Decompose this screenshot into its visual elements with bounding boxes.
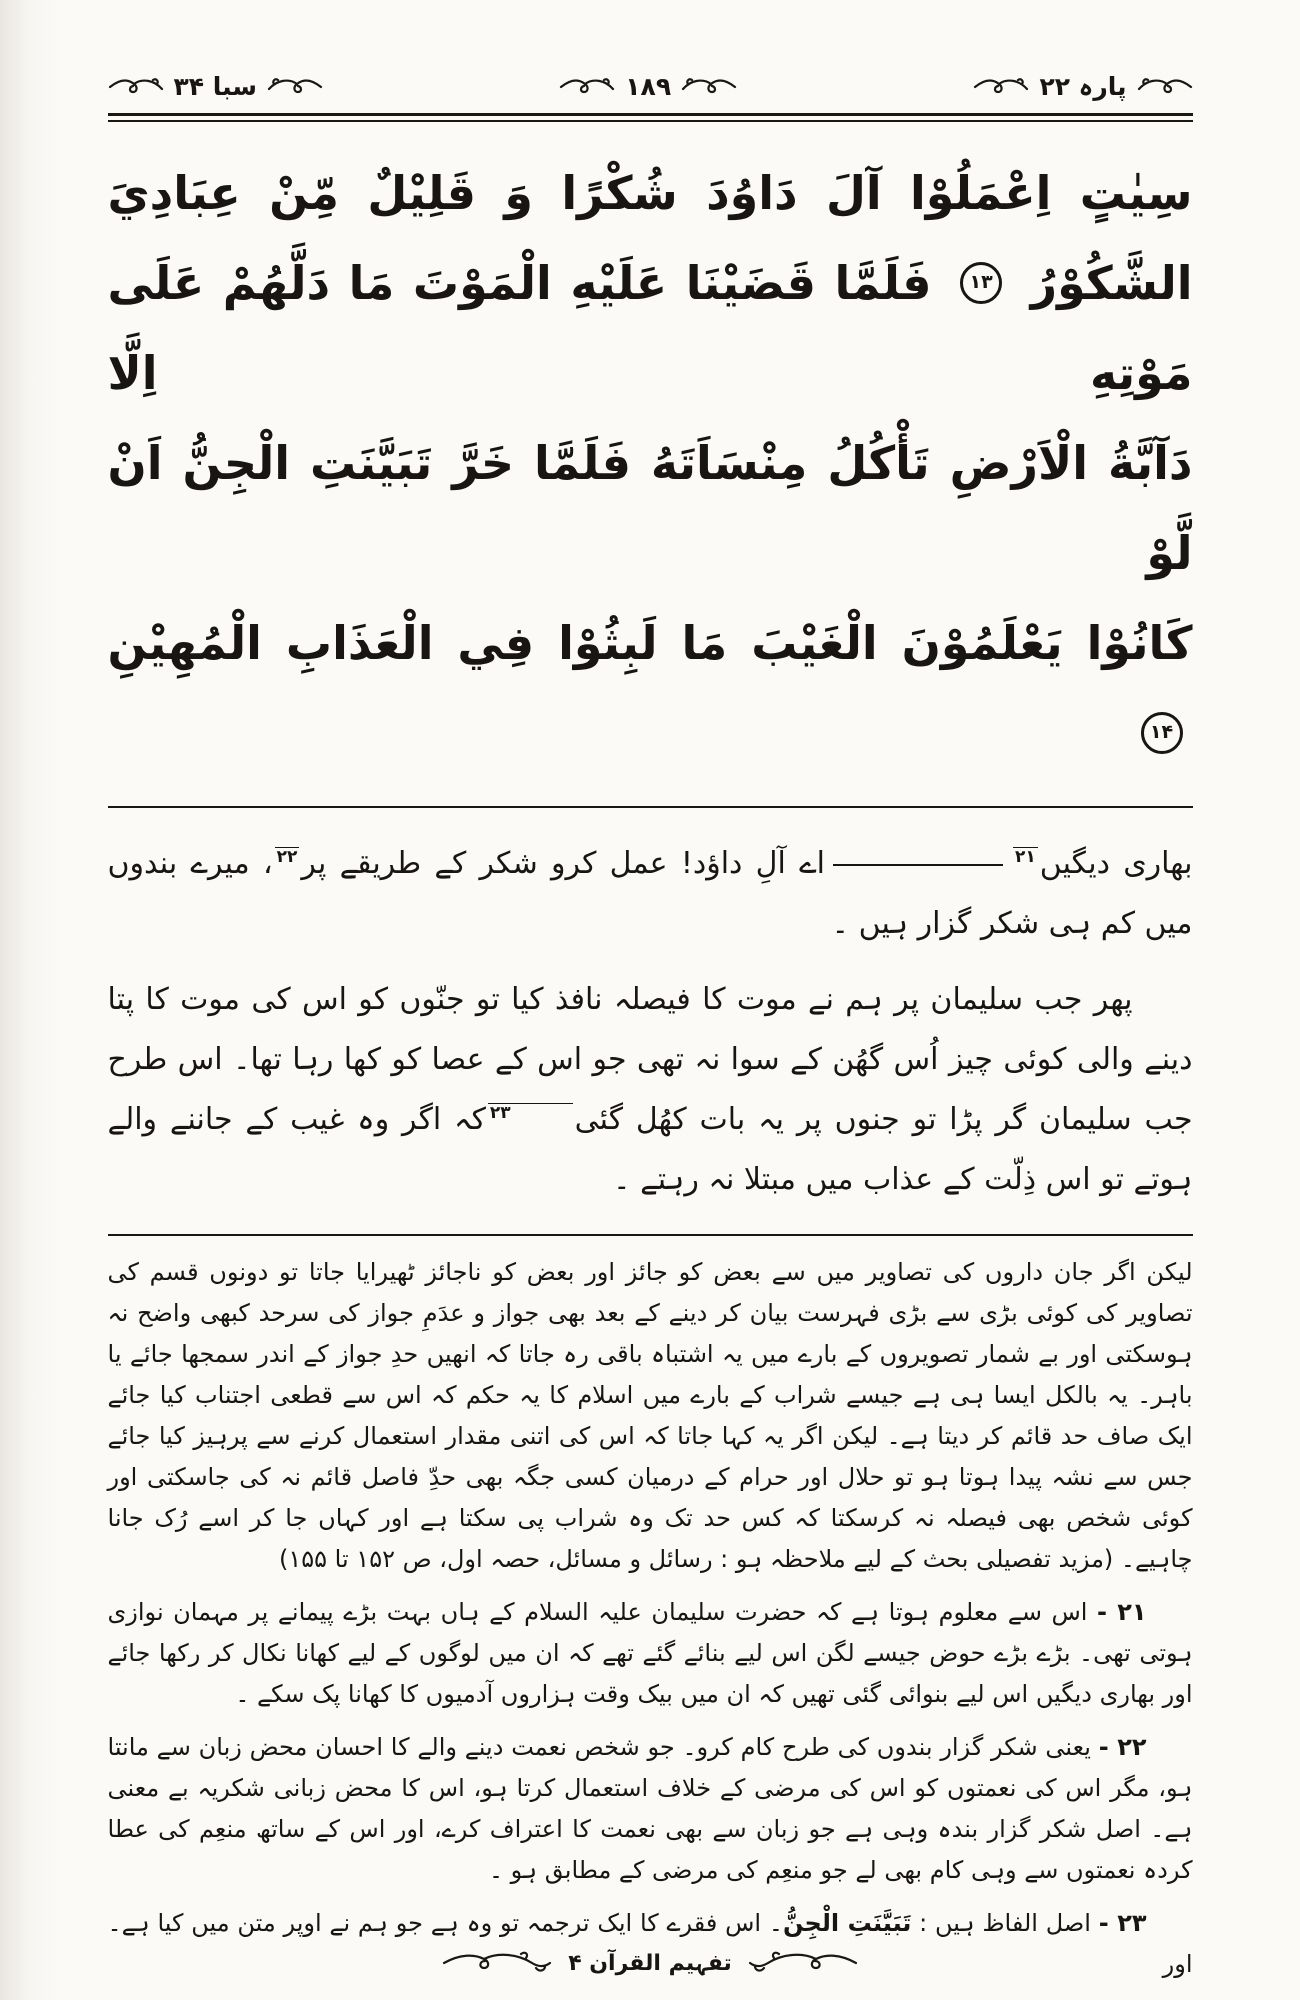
quran-line-text: كَانُوْا يَعْلَمُوْنَ الْغَيْبَ مَا لَبِثُوْا فِي الْعَذَابِ الْمُهِيْنِ [107, 616, 1193, 670]
header-flourish-icon [108, 75, 164, 99]
header-flourish-icon [559, 75, 615, 99]
section-divider [108, 806, 1193, 808]
footnote-text: ۔ اس فقرے کا ایک ترجمہ تو وہ ہے جو ہم نے اوپر متن میں کیا ہے۔ اور [107, 1909, 1193, 1978]
book-title: تفہیم القرآن ۴ [568, 1950, 732, 1976]
footnote-text: یعنی شکر گزار بندوں کی طرح کام کرو۔ جو شخص نعمت دینے والے کا احسان محض زبان سے مانتا ہو، مگر اس کی نعمتوں کو اس کی مرضی کے خلاف استعمال کرتا ہو، اس کا محض زبانی شکریہ بے معنی ہے۔ اصل شکر گزار بندہ وہی ہے جو زبان سے بھی نعمت کا اعتراف کرے، اور اس کے ساتھ منعِم کی عطا کردہ نعمتوں سے وہی کام بھی لے جو منعِم کی مرضی کے مطابق ہو ۔ [107, 1733, 1193, 1884]
footnote-21 [108, 1592, 1193, 1715]
quran-line [108, 418, 1193, 598]
para-cartouche [973, 72, 1192, 101]
para-label: پارہ ۲۲ [1039, 72, 1127, 101]
footnote-22 [108, 1727, 1193, 1891]
page-number: ۱۸۹ [625, 72, 672, 101]
footnote-marker: ۲۳ [488, 1103, 573, 1122]
header-flourish-icon [681, 75, 737, 99]
translation-text: کہ اگر وہ غیب کے جاننے والے ہوتے تو اس ذِلّت کے عذاب میں مبتلا نہ رہتے ۔ [107, 1102, 1193, 1197]
translation-text: بھاری دیگیں [1039, 846, 1193, 881]
ayah-number-mark: ۱۴ [1141, 712, 1183, 754]
surah-label: سبا ۳۴ [173, 72, 257, 101]
footnote-arabic-phrase: تَبَيَّنَتِ الْجِنُّ [782, 1909, 912, 1937]
footnote-text: لیکن اگر جان داروں کی تصاویر میں سے بعض کو جائز اور بعض کو ناجائز ٹھیرایا جاتا تو دونوں قسم کی تصاویر کی کوئی بڑی سے بڑی فہرست بیان کر دینے کے بعد بھی جواز و عدَمِ جواز کی سرحد کبھی واضح نہ ہوسکتی اور بے شمار تصویروں کے بارے میں یہ اشتباہ باقی رہ جاتا کہ انھیں حدِ جواز کے اندر سمجھا جائے یا باہر۔ یہ بالکل ایسا ہی ہے جیسے شراب کے بارے میں اسلام کا یہ حکم کہ اس سے قطعی اجتناب کیا جائے ایک صاف حد قائم کر دیتا ہے۔ لیکن اگر یہ کہا جاتا کہ اس کی اتنی مقدار استعمال کرنے سے پرہیز کیا جائے جس سے نشہ پیدا ہوتا ہو تو حلال اور حرام کے درمیان کسی جگہ بھی حدِّ فاصل قائم نہ کی جاسکتی اور کوئی شخص بھی فیصلہ نہ کرسکتا کہ کس حد تک وہ شراب پی سکتا ہے اور کہاں جا کر اسے رُک جانا چاہیے۔ (مزید تفصیلی بحث کے لیے ملاحظہ ہو : رسائل و مسائل، حصہ اول، ص ۱۵۲ تا ۱۵۵) [107, 1258, 1193, 1573]
page-header [108, 0, 1193, 101]
header-flourish-icon [267, 75, 323, 99]
footnotes-block [108, 1252, 1193, 1985]
footer-flourish-icon [748, 1950, 858, 1976]
quran-line-text: سِيٰتٍ اِعْمَلُوْا آلَ دَاوُدَ شُكْرًا وَ قَلِيْلٌ مِّنْ عِبَادِيَ [107, 166, 1193, 220]
header-flourish-icon [1137, 75, 1193, 99]
quran-line-text: الشَّكُوْرُ [1030, 256, 1193, 310]
header-double-rule [108, 113, 1193, 122]
translation-paragraph [108, 970, 1193, 1210]
footnote-continuation [108, 1252, 1193, 1580]
separator-dash [833, 864, 1003, 866]
footer-flourish-icon [442, 1950, 552, 1976]
footnote-text: اصل الفاظ ہیں : [919, 1909, 1091, 1937]
quran-line [108, 598, 1193, 778]
translation-text: اے آلِ داؤد! عمل کرو شکر کے طریقے پر [301, 846, 825, 881]
footnote-number: ۲۳ - [1098, 1909, 1147, 1937]
translation-text: پھر جب سلیمان پر ہم نے موت کا فیصلہ نافذ کیا تو جنّوں کو اس کی موت کا پتا دینے والی کوئی چیز اُس گھُن کے سوا نہ تھی جو اس کے عصا کو کھا رہا تھا۔ اس طرح جب سلیمان گر پڑا تو جنوں پر یہ بات کھُل گئی [107, 982, 1193, 1137]
translation-block [108, 834, 1193, 1210]
quran-line [108, 148, 1193, 238]
surah-cartouche [108, 72, 323, 101]
translation-text: ، میرے بندوں میں کم ہی شکر گزار ہیں ۔ [107, 846, 1193, 941]
section-divider [108, 1234, 1193, 1236]
quran-line [108, 238, 1193, 418]
footnote-number: ۲۲ - [1098, 1733, 1147, 1761]
page-number-cartouche [559, 72, 737, 101]
translation-paragraph [108, 834, 1193, 954]
footer-ornament [0, 1950, 1300, 1976]
footnote-number: ۲۱ - [1096, 1598, 1147, 1626]
footnote-marker: ۲۲ [276, 847, 298, 867]
footnote-text: اس سے معلوم ہوتا ہے کہ حضرت سلیمان علیہ السلام کے ہاں بہت بڑے پیمانے پر مہمان نوازی ہوتی تھی۔ بڑے بڑے حوض جیسے لگن اس لیے بنائے گئے تھے کہ ان میں لوگوں کے لیے کھانا نکال کر رکھا جائے اور بھاری دیگیں اس لیے بنوائی گئی تھیں کہ ان میں بیک وقت ہزاروں آدمیوں کا کھانا پک سکے ۔ [107, 1598, 1193, 1708]
quran-line-text: دَآبَّةُ الْاَرْضِ تَأْكُلُ مِنْسَاَتَهُ فَلَمَّا خَرَّ تَبَيَّنَتِ الْجِنُّ اَنْ لَّوْ [107, 436, 1193, 580]
footnote-marker: ۲۱ [1015, 847, 1036, 867]
quran-line-text: فَلَمَّا قَضَيْنَا عَلَيْهِ الْمَوْتَ مَا دَلَّهُمْ عَلَى مَوْتِهِ اِلَّا [107, 256, 1193, 400]
ayah-number-mark: ۱۳ [960, 262, 1002, 304]
quran-text-block [108, 148, 1193, 778]
header-flourish-icon [973, 75, 1029, 99]
